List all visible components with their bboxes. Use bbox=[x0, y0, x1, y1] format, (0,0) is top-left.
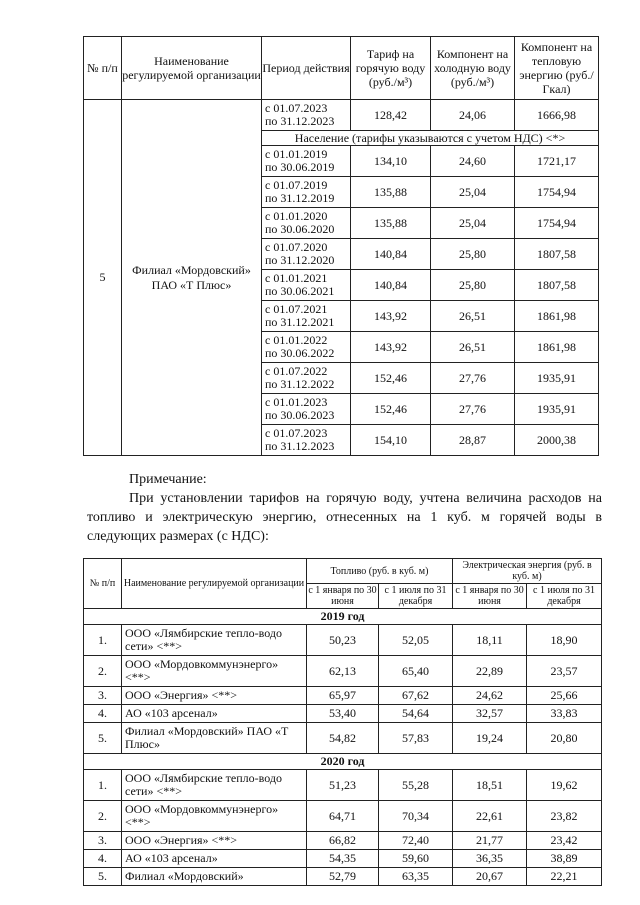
org-name: АО «103 арсенал» bbox=[122, 850, 307, 868]
table-row bbox=[84, 656, 602, 687]
elec-jul-value: 25,66 bbox=[527, 687, 602, 705]
header-no: № п/п bbox=[84, 559, 122, 609]
table-row bbox=[84, 770, 602, 801]
heat-value: 1935,91 bbox=[515, 394, 599, 425]
elec-jul-value: 22,21 bbox=[527, 868, 602, 886]
fuel-jan-value: 64,71 bbox=[307, 801, 379, 832]
org-name: Филиал «Мордовский» ПАО «Т Плюс» bbox=[122, 723, 307, 754]
header-no: № п/п bbox=[84, 37, 122, 100]
hot-water-value: 135,88 bbox=[351, 208, 431, 239]
elec-jan-value: 20,67 bbox=[453, 868, 527, 886]
note-text: При установлении тарифов на горячую воду, учтена величина расходов на топливо и электрическую энергию, отнесенных на 1 куб. м горячей воды в следующих размерах (с НДС): bbox=[87, 491, 602, 544]
org-name: Филиал «Мордовский» bbox=[122, 868, 307, 886]
header-fuel-jul: с 1 июля по 31 декабря bbox=[379, 584, 453, 609]
elec-jan-value: 18,11 bbox=[453, 625, 527, 656]
heat-value: 1666,98 bbox=[515, 100, 599, 131]
elec-jan-value: 32,57 bbox=[453, 705, 527, 723]
header-cold-water-component: Компонент на холодную воду (руб./м³) bbox=[431, 37, 515, 100]
header-org: Наименование регулируемой организации bbox=[122, 37, 262, 100]
row-number: 4. bbox=[84, 705, 122, 723]
cold-water-value: 26,51 bbox=[431, 332, 515, 363]
period-cell: с 01.07.2020 по 31.12.2020 bbox=[262, 239, 351, 270]
period-cell: с 01.01.2020 по 30.06.2020 bbox=[262, 208, 351, 239]
table-row bbox=[84, 801, 602, 832]
header-heat-component: Компонент на тепловую энергию (руб./Гкал) bbox=[515, 37, 599, 100]
fuel-jan-value: 50,23 bbox=[307, 625, 379, 656]
org-name: ООО «Лямбирские тепло-водо сети» <**> bbox=[122, 625, 307, 656]
fuel-jan-value: 66,82 bbox=[307, 832, 379, 850]
elec-jul-value: 38,89 bbox=[527, 850, 602, 868]
heat-value: 1721,17 bbox=[515, 146, 599, 177]
cold-water-value: 27,76 bbox=[431, 363, 515, 394]
fuel-jul-value: 63,35 bbox=[379, 868, 453, 886]
hot-water-value: 135,88 bbox=[351, 177, 431, 208]
elec-jul-value: 18,90 bbox=[527, 625, 602, 656]
row-number: 5. bbox=[84, 868, 122, 886]
hot-water-value: 140,84 bbox=[351, 270, 431, 301]
cold-water-value: 25,04 bbox=[431, 208, 515, 239]
elec-jan-value: 36,35 bbox=[453, 850, 527, 868]
hot-water-value: 140,84 bbox=[351, 239, 431, 270]
fuel-jan-value: 54,35 bbox=[307, 850, 379, 868]
org-name: ООО «Мордовкоммунэнерго» <**> bbox=[122, 656, 307, 687]
year-row bbox=[84, 754, 602, 770]
hot-water-value: 143,92 bbox=[351, 332, 431, 363]
org-name: ООО «Энергия» <**> bbox=[122, 832, 307, 850]
heat-value: 1754,94 bbox=[515, 177, 599, 208]
table-row bbox=[84, 625, 602, 656]
table-row bbox=[84, 868, 602, 886]
heat-value: 2000,38 bbox=[515, 425, 599, 456]
elec-jan-value: 19,24 bbox=[453, 723, 527, 754]
period-cell: с 01.01.2022 по 30.06.2022 bbox=[262, 332, 351, 363]
elec-jul-value: 19,62 bbox=[527, 770, 602, 801]
elec-jan-value: 22,89 bbox=[453, 656, 527, 687]
cold-water-value: 25,04 bbox=[431, 177, 515, 208]
org-name: Филиал «Мордовский» ПАО «Т Плюс» bbox=[122, 100, 262, 456]
elec-jul-value: 20,80 bbox=[527, 723, 602, 754]
elec-jan-value: 21,77 bbox=[453, 832, 527, 850]
cold-water-value: 25,80 bbox=[431, 270, 515, 301]
elec-jul-value: 33,83 bbox=[527, 705, 602, 723]
fuel-jul-value: 54,64 bbox=[379, 705, 453, 723]
elec-jul-value: 23,57 bbox=[527, 656, 602, 687]
org-name: ООО «Мордовкоммунэнерго» <**> bbox=[122, 801, 307, 832]
row-number: 2. bbox=[84, 656, 122, 687]
hot-water-value: 152,46 bbox=[351, 363, 431, 394]
fuel-jul-value: 67,62 bbox=[379, 687, 453, 705]
header-electricity: Электрическая энергия (руб. в куб. м) bbox=[453, 559, 602, 584]
table-row bbox=[84, 850, 602, 868]
elec-jan-value: 24,62 bbox=[453, 687, 527, 705]
org-name: ООО «Лямбирские тепло-водо сети» <**> bbox=[122, 770, 307, 801]
period-cell: с 01.01.2023 по 30.06.2023 bbox=[262, 394, 351, 425]
fuel-jan-value: 52,79 bbox=[307, 868, 379, 886]
cold-water-value: 26,51 bbox=[431, 301, 515, 332]
header-elec-jul: с 1 июля по 31 декабря bbox=[527, 584, 602, 609]
row-number: 5. bbox=[84, 723, 122, 754]
row-number: 3. bbox=[84, 832, 122, 850]
heat-value: 1807,58 bbox=[515, 270, 599, 301]
elec-jul-value: 23,42 bbox=[527, 832, 602, 850]
population-label: Население (тарифы указываются с учетом НДС) <*> bbox=[262, 131, 599, 146]
cold-water-value: 27,76 bbox=[431, 394, 515, 425]
org-name: АО «103 арсенал» bbox=[122, 705, 307, 723]
fuel-jul-value: 59,60 bbox=[379, 850, 453, 868]
note-title: Примечание: bbox=[129, 472, 207, 487]
period-cell: с 01.07.2021 по 31.12.2021 bbox=[262, 301, 351, 332]
heat-value: 1807,58 bbox=[515, 239, 599, 270]
fuel-jul-value: 55,28 bbox=[379, 770, 453, 801]
heat-value: 1935,91 bbox=[515, 363, 599, 394]
year-row bbox=[84, 609, 602, 625]
cold-water-value: 25,80 bbox=[431, 239, 515, 270]
period-cell: с 01.01.2019 по 30.06.2019 bbox=[262, 146, 351, 177]
header-hot-water-tariff: Тариф на горячую воду (руб./м³) bbox=[351, 37, 431, 100]
table-header-row bbox=[84, 559, 602, 584]
cold-water-value: 28,87 bbox=[431, 425, 515, 456]
expenses-table bbox=[83, 558, 602, 886]
period-cell: с 01.01.2021 по 30.06.2021 bbox=[262, 270, 351, 301]
note-block bbox=[87, 470, 602, 546]
expenses-table-body bbox=[84, 609, 602, 886]
elec-jan-value: 18,51 bbox=[453, 770, 527, 801]
row-number: 1. bbox=[84, 770, 122, 801]
table-row bbox=[84, 832, 602, 850]
hot-water-value: 134,10 bbox=[351, 146, 431, 177]
fuel-jan-value: 54,82 bbox=[307, 723, 379, 754]
row-number: 2. bbox=[84, 801, 122, 832]
year-label: 2019 год bbox=[84, 609, 602, 625]
period-cell: с 01.07.2023 по 31.12.2023 bbox=[262, 100, 351, 131]
hot-water-value: 143,92 bbox=[351, 301, 431, 332]
period-cell: с 01.07.2022 по 31.12.2022 bbox=[262, 363, 351, 394]
fuel-jan-value: 65,97 bbox=[307, 687, 379, 705]
elec-jan-value: 22,61 bbox=[453, 801, 527, 832]
org-number: 5 bbox=[84, 100, 122, 456]
header-org: Наименование регулируемой организации bbox=[122, 559, 307, 609]
heat-value: 1754,94 bbox=[515, 208, 599, 239]
cold-water-value: 24,60 bbox=[431, 146, 515, 177]
row-number: 3. bbox=[84, 687, 122, 705]
elec-jul-value: 23,82 bbox=[527, 801, 602, 832]
heat-value: 1861,98 bbox=[515, 332, 599, 363]
table-row bbox=[84, 687, 602, 705]
row-number: 4. bbox=[84, 850, 122, 868]
header-fuel: Топливо (руб. в куб. м) bbox=[307, 559, 453, 584]
year-label: 2020 год bbox=[84, 754, 602, 770]
hot-water-value: 128,42 bbox=[351, 100, 431, 131]
table-row bbox=[84, 705, 602, 723]
tariff-table bbox=[83, 36, 599, 456]
heat-value: 1861,98 bbox=[515, 301, 599, 332]
fuel-jan-value: 51,23 bbox=[307, 770, 379, 801]
header-period: Период действия bbox=[262, 37, 351, 100]
table-row bbox=[84, 723, 602, 754]
fuel-jul-value: 65,40 bbox=[379, 656, 453, 687]
table-header-row bbox=[84, 37, 599, 100]
period-cell: с 01.07.2023 по 31.12.2023 bbox=[262, 425, 351, 456]
header-fuel-jan: с 1 января по 30 июня bbox=[308, 585, 377, 607]
header-elec-jan: с 1 января по 30 июня bbox=[453, 584, 527, 609]
fuel-jul-value: 72,40 bbox=[379, 832, 453, 850]
hot-water-value: 154,10 bbox=[351, 425, 431, 456]
fuel-jan-value: 53,40 bbox=[307, 705, 379, 723]
fuel-jul-value: 52,05 bbox=[379, 625, 453, 656]
fuel-jul-value: 70,34 bbox=[379, 801, 453, 832]
tariff-table-body bbox=[84, 100, 599, 456]
fuel-jul-value: 57,83 bbox=[379, 723, 453, 754]
hot-water-value: 152,46 bbox=[351, 394, 431, 425]
org-name: ООО «Энергия» <**> bbox=[122, 687, 307, 705]
cold-water-value: 24,06 bbox=[431, 100, 515, 131]
row-number: 1. bbox=[84, 625, 122, 656]
fuel-jan-value: 62,13 bbox=[307, 656, 379, 687]
period-cell: с 01.07.2019 по 31.12.2019 bbox=[262, 177, 351, 208]
table-row bbox=[84, 100, 599, 131]
